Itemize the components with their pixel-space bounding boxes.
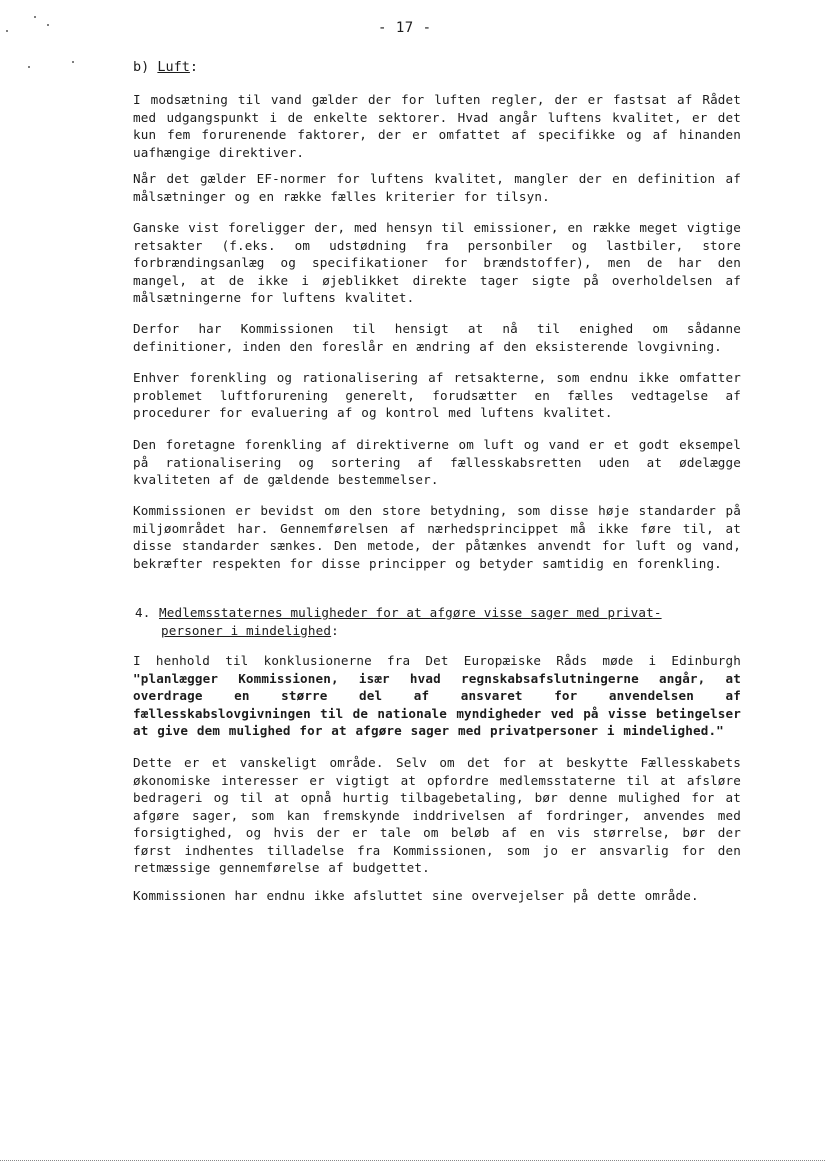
section-4-title-line1: Medlemsstaternes muligheder for at afgøre visse sager med privat-	[159, 605, 662, 620]
page-number: - 17 -	[378, 20, 432, 36]
scan-speck	[28, 66, 30, 68]
scan-speck	[72, 61, 74, 63]
paragraph-2: Når det gælder EF-normer for luftens kvalitet, mangler der en definition af målsætninger og en række fælles kriterier for tilsyn.	[133, 171, 741, 204]
paragraph-4: Derfor har Kommissionen til hensigt at nå til enighed om sådanne definitioner, inden den foreslår en ændring af den eksisterende lovgivning.	[133, 321, 741, 354]
paragraph-5: Enhver forenkling og rationalisering af retsakterne, som endnu ikke omfatter problemet luftforurening generelt, forudsætter en fælles vedtagelse af procedurer for evaluering af og kontrol med luftens kvalitet.	[133, 370, 741, 420]
closing-paragraph-2: Kommissionen har endnu ikke afsluttet sine overvejelser på dette område.	[133, 888, 699, 903]
closing-paragraph-1: Dette er et vanskeligt område. Selv om det for at beskytte Fællesskabets økonomiske interesser er vigtigt at opfordre medlemsstaterne til at afsløre bedrageri og til at opnå hurtig tilbagebetaling, bør denne mulighed for at afgøre sager, som kan fremskynde inddrivelsen af fordringer, anvendes med forsigtighed, og hvis der er tale om beløb af en vis størrelse, bør der først indhentes tilladelse fra Kommissionen, som jo er ansvarlig for den retmæssige gennemførelse af budgettet.	[133, 755, 741, 875]
quote-intro: I henhold til konklusionerne fra Det Europæiske Råds møde i Edinburgh	[133, 653, 741, 668]
paragraph-6: Den foretagne forenkling af direktiverne om luft og vand er et godt eksempel på rationalisering og sortering af fællesskabsretten uden at ødelægge kvaliteten af de gældende bestemmelser.	[133, 437, 741, 487]
paragraph-3: Ganske vist foreligger der, med hensyn til emissioner, en række meget vigtige retsakter (f.eks. om udstødning fra personbiler og lastbiler, store forbrændingsanlæg og specifikationer for brændstoffer), men de har den mangel, at de ikke i øjeblikket direkte tager sigte på overholdelsen af målsætningerne for luftens kvalitet.	[133, 220, 741, 305]
quote-bold: "planlægger Kommissionen, især hvad regnskabsafslutningerne angår, at overdrage en større del af ansvaret for anvendelsen af fællesskabslovgivningen til de nationale myndigheder ved på visse betingelser at give dem mulighed for at afgøre sager med privatpersoner i mindelighed."	[133, 670, 741, 738]
heading-title: Luft	[157, 59, 190, 75]
section-4-number: 4.	[135, 605, 151, 620]
section-4-suffix: :	[331, 622, 339, 638]
heading-suffix: :	[189, 59, 199, 75]
scan-speck	[34, 16, 36, 18]
heading-prefix: b)	[133, 59, 158, 75]
scan-bottom-edge	[0, 1160, 825, 1162]
paragraph-7: Kommissionen er bevidst om den store betydning, som disse høje standarder på miljøområdet har. Gennemførelsen af nærhedsprincippet må ikke føre til, at disse standarder sænkes. Den metode, der påtænkes anvendt for luft og vand, bekræfter respekten for disse principper og betyder samtidig en forenkling.	[133, 503, 741, 571]
scan-speck	[47, 24, 49, 26]
section-heading-luft	[133, 59, 198, 75]
section-4-heading	[135, 604, 741, 639]
section-4-title-line2: personer i mindelighed	[161, 622, 332, 638]
scan-speck	[6, 30, 8, 32]
paragraph-1: I modsætning til vand gælder der for luften regler, der er fastsat af Rådet med udgangspunkt i de enkelte sektorer. Hvad angår luftens kvalitet, er det kun fem forurenende faktorer, der er omfattet af specifikke og af hinanden uafhængige direktiver.	[133, 92, 741, 160]
quote-paragraph	[133, 652, 741, 740]
